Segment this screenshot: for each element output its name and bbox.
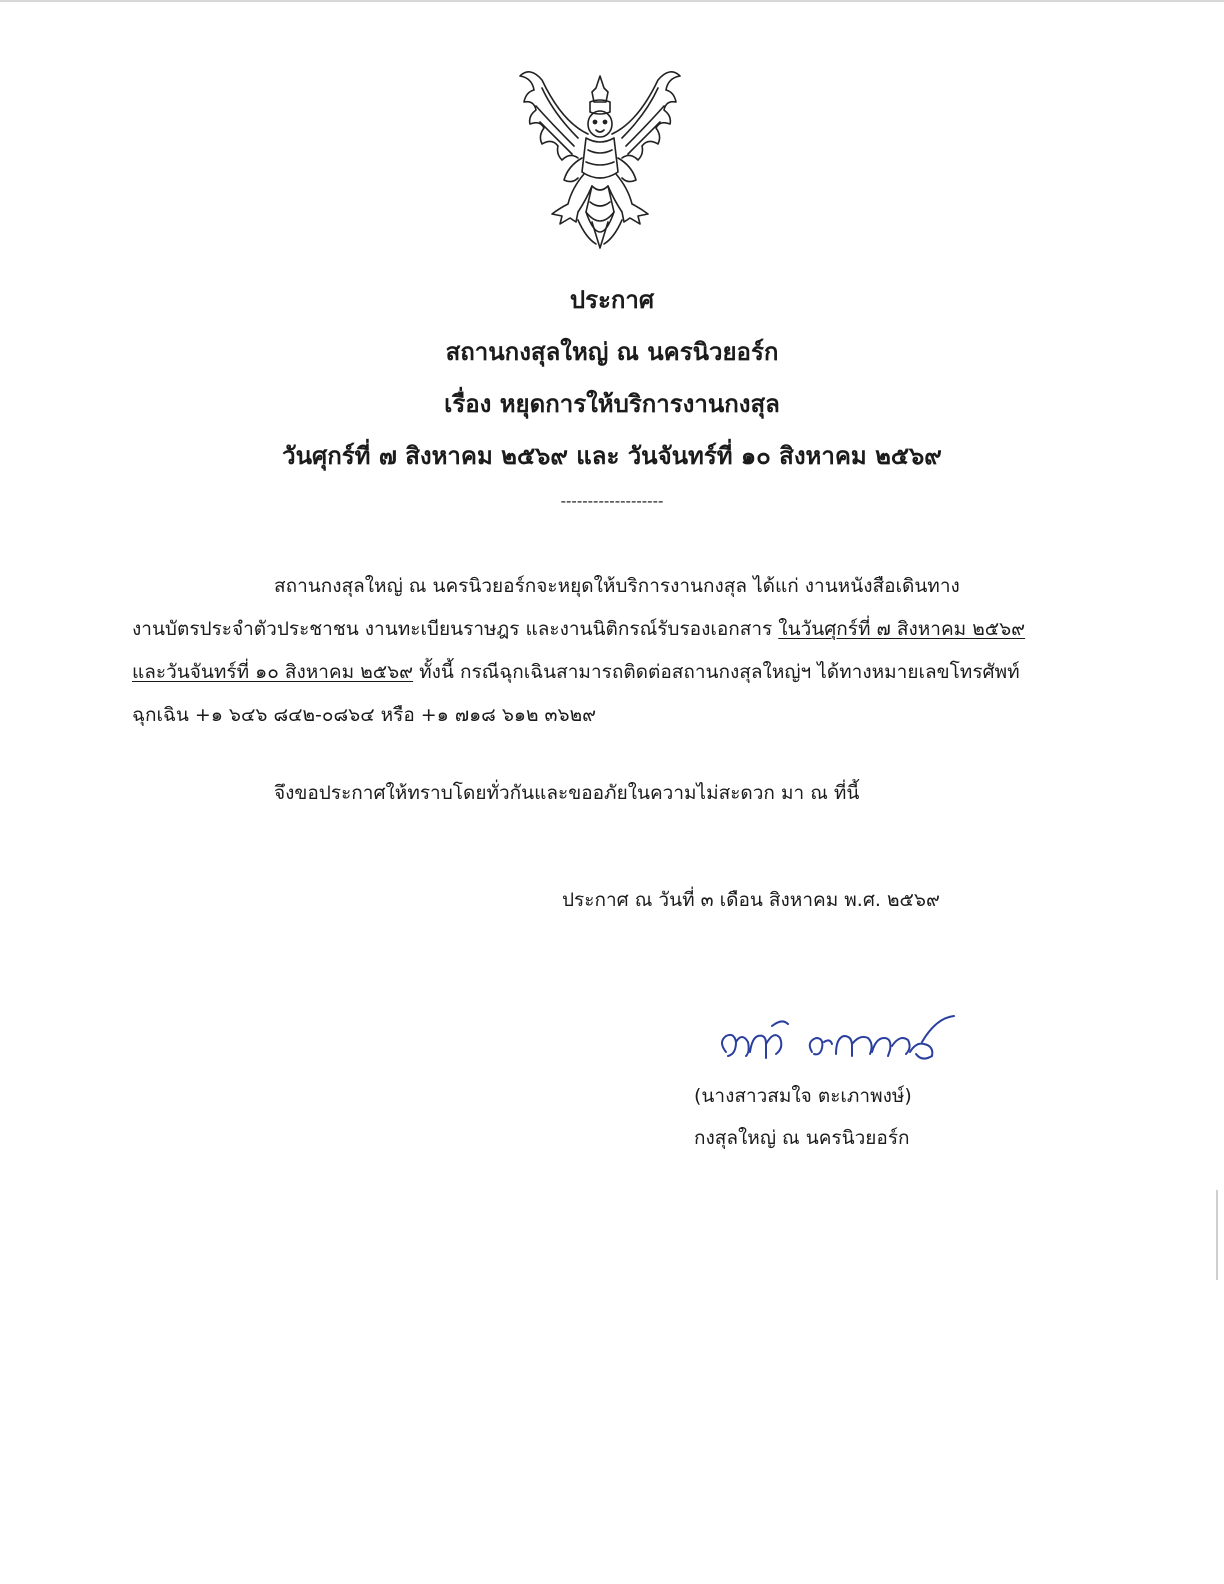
signer-name: (นางสาวสมใจ ตะเภาพงษ์) (694, 1085, 912, 1107)
closure-date-friday: ในวันศุกร์ที่ ๗ สิงหาคม ๒๕๖๙ (778, 618, 1026, 640)
closing-statement: จึงขอประกาศให้ทราบโดยทั่วกันและขออภัยในความไม่สะดวก มา ณ ที่นี้ (274, 782, 860, 804)
handwritten-signature (712, 1008, 974, 1074)
announcement-subject: เรื่อง หยุดการให้บริการงานกงสุล (444, 390, 780, 418)
body-line-2-text: งานบัตรประจำตัวประชาชน งานทะเบียนราษฎร และงานนิติกรณ์รับรองเอกสาร (132, 618, 779, 640)
closure-dates: วันศุกร์ที่ ๗ สิงหาคม ๒๕๖๙ และ วันจันทร์ที่ ๑๐ สิงหาคม ๒๕๖๙ (282, 442, 942, 470)
closure-date-monday: และวันจันทร์ที่ ๑๐ สิงหาคม ๒๕๖๙ (132, 661, 414, 683)
announcement-heading: ประกาศ (569, 286, 655, 314)
body-line-3-text: ทั้งนี้ กรณีฉุกเฉินสามารถติดต่อสถานกงสุลใหญ่ฯ ได้ทางหมายเลขโทรศัพท์ (413, 661, 1020, 683)
scan-edge-top (0, 0, 1224, 2)
heading-divider: ------------------- (560, 492, 664, 510)
body-line-2 (132, 615, 1025, 643)
signer-title: กงสุลใหญ่ ณ นครนิวยอร์ก (694, 1127, 910, 1149)
emergency-phone-line: ฉุกเฉิน +๑ ๖๔๖ ๘๔๒-๐๘๖๔ หรือ +๑ ๗๑๘ ๖๑๒ ๓๖๒๙ (132, 704, 597, 726)
body-line-3 (132, 658, 1020, 686)
issuing-office: สถานกงสุลใหญ่ ณ นครนิวยอร์ก (445, 338, 779, 366)
garuda-emblem-icon (512, 62, 688, 262)
announcement-date: ประกาศ ณ วันที่ ๓ เดือน สิงหาคม พ.ศ. ๒๕๖๙ (562, 889, 940, 911)
scan-edge-right (1216, 1190, 1218, 1280)
body-line-1: สถานกงสุลใหญ่ ณ นครนิวยอร์กจะหยุดให้บริการงานกงสุล ได้แก่ งานหนังสือเดินทาง (274, 575, 960, 597)
